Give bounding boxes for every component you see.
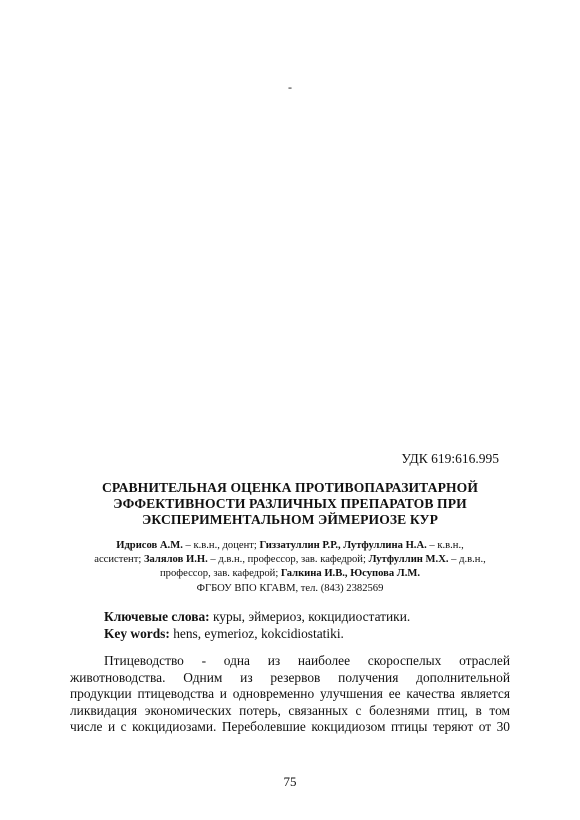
author-zalyalov-role: – д.в.н., профессор, зав. кафедрой; (207, 554, 369, 566)
authors-line-1 (70, 539, 510, 553)
affiliation: ФГБОУ ВПО КГАВМ, тел. (843) 2382569 (196, 582, 384, 594)
body-line-5: числе и с кокцидиозами. Переболевшие кокцидиозом птицы теряют от 30 (70, 719, 510, 734)
body-line-2: животноводства. Одним из резервов получения дополнительной (70, 669, 510, 685)
authors-line-3 (70, 567, 510, 581)
author-gizzatullin-role-cont: ассистент; (94, 554, 144, 566)
keywords-block (104, 608, 410, 642)
title-line-3: ЭКСПЕРИМЕНТАЛЬНОМ ЭЙМЕРИОЗЕ КУР (142, 512, 438, 527)
udk-code: УДК 619:616.995 (401, 451, 499, 466)
title-line-1: СРАВНИТЕЛЬНАЯ ОЦЕНКА ПРОТИВОПАРАЗИТАРНОЙ (101, 480, 478, 495)
article-title (88, 480, 492, 528)
keywords-en (104, 625, 410, 642)
body-paragraph (70, 653, 510, 736)
keywords-en-text: hens, eymerioz, kokcidiostatiki. (169, 626, 344, 641)
header-dash: - (288, 80, 292, 94)
body-line-1: Птицеводство - одна из наиболее скороспелых отраслей (104, 653, 510, 668)
author-lutfullin: Лутфуллин М.Х. (368, 554, 449, 566)
author-gizzatullin-lutfullina: Гиззатуллин Р.Р., Лутфуллина Н.А. (259, 540, 427, 551)
author-lutfullin-role: – д.в.н., (448, 554, 486, 566)
authors-line-2 (70, 553, 510, 567)
author-zalyalov: Залялов И.Н. (143, 554, 208, 566)
authors-block (70, 539, 510, 596)
keywords-ru (104, 608, 410, 625)
author-gizzatullin-role: – к.в.н., (426, 540, 464, 551)
author-idrisov-role: – к.в.н., доцент; (182, 540, 260, 551)
body-line-3: продукции птицеводства и одновременно улучшения ее качества является (70, 686, 510, 701)
author-galkina-yusupova: Галкина И.В., Юсупова Л.М. (280, 568, 421, 580)
page-number: 75 (283, 774, 297, 789)
keywords-ru-label: Ключевые слова: (104, 609, 210, 624)
keywords-ru-text: куры, эймериоз, кокцидиостатики. (209, 609, 411, 624)
body-line-4: ликвидация экономических потерь, связанных с болезнями птиц, в том (70, 702, 510, 718)
title-line-2: ЭФФЕКТИВНОСТИ РАЗЛИЧНЫХ ПРЕПАРАТОВ ПРИ (113, 496, 467, 511)
keywords-en-label: Key words: (104, 626, 170, 641)
author-idrisov: Идрисов А.М. (116, 540, 183, 551)
author-lutfullin-role-cont: профессор, зав. кафедрой; (159, 568, 281, 580)
